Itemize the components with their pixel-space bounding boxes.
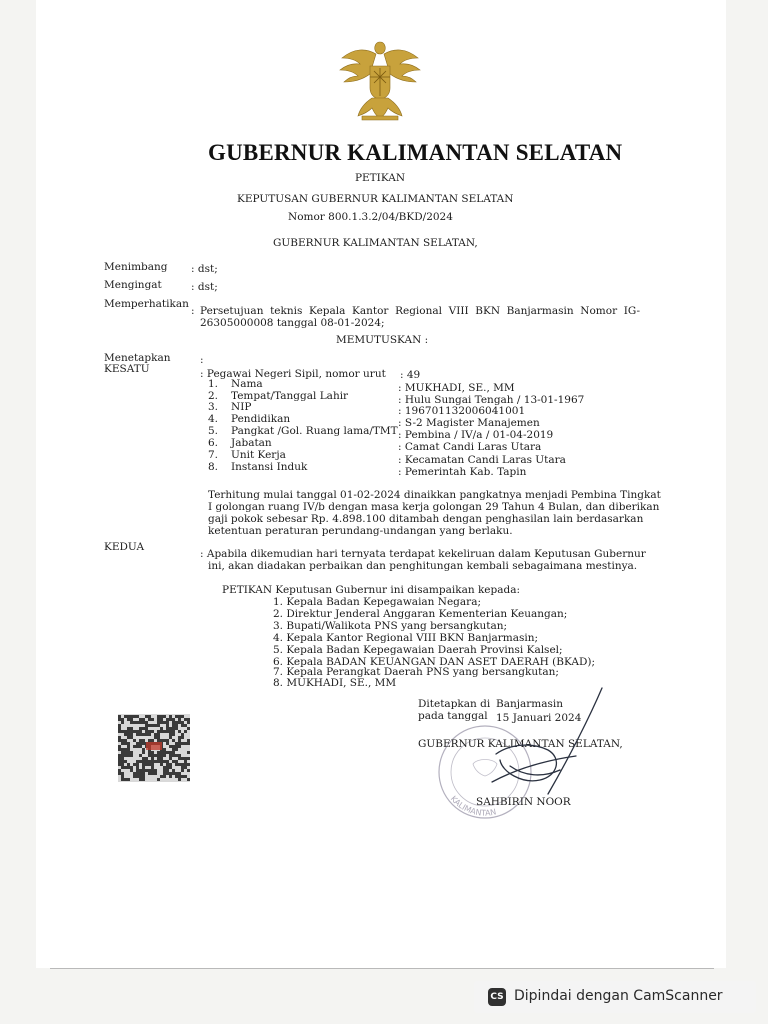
decree-number: Nomor 800.1.3.2/04/BKD/2024 xyxy=(288,211,453,223)
camscanner-label: Dipindai dengan CamScanner xyxy=(514,988,723,1004)
field-value-tempat-lahir: : Hulu Sungai Tengah / 13-01-1967 xyxy=(398,394,585,406)
menimbang-value: : dst; xyxy=(191,263,218,275)
memperhatikan-colon: : xyxy=(191,305,195,317)
terhitung-line-4: ketentuan peraturan perundang-undangan yang berlaku. xyxy=(208,525,513,537)
signatory-office: GUBERNUR KALIMANTAN SELATAN, xyxy=(418,738,623,750)
signatory-name: SAHBIRIN NOOR xyxy=(476,796,571,808)
camscanner-watermark xyxy=(474,981,756,1013)
qr-code xyxy=(118,714,190,782)
field-number: 2. xyxy=(208,390,219,402)
terhitung-line-2: I golongan ruang IV/b dengan masa kerja golongan 29 Tahun 4 Bulan, dan diberikan xyxy=(208,501,660,513)
field-number: 5. xyxy=(208,425,219,437)
kesatu-intro: : Pegawai Negeri Sipil, nomor urut xyxy=(200,368,386,380)
handwritten-signature xyxy=(470,686,610,806)
garuda-emblem-icon xyxy=(332,36,428,128)
memperhatikan-label: Memperhatikan xyxy=(104,298,189,310)
menetapkan-label: Menetapkan xyxy=(104,352,171,364)
page-bottom-edge xyxy=(50,968,714,969)
field-value-unit-kerja: : Kecamatan Candi Laras Utara xyxy=(398,454,566,466)
governor-line: GUBERNUR KALIMANTAN SELATAN, xyxy=(273,237,478,249)
field-number: 6. xyxy=(208,437,219,449)
terhitung-line-3: gaji pokok sebesar Rp. 4.898.100 ditambah dengan penghasilan lain berdasarkan xyxy=(208,513,644,525)
memperhatikan-line-1: Persetujuan teknis Kepala Kantor Regional VIII BKN Banjarmasin Nomor IG- xyxy=(200,305,640,317)
distribution-item: 2. Direktur Jenderal Anggaran Kementerian Keuangan; xyxy=(273,608,568,620)
field-value-nama: : MUKHADI, SE., MM xyxy=(398,382,515,394)
field-label-pendidikan: Pendidikan xyxy=(231,413,291,425)
terhitung-line-1: Terhitung mulai tanggal 01-02-2024 dinaikkan pangkatnya menjadi Pembina Tingkat xyxy=(208,489,661,501)
ditetapkan-value: Banjarmasin xyxy=(496,698,563,710)
field-label-jabatan: Jabatan xyxy=(231,437,272,449)
distribution-item: 7. Kepala Perangkat Daerah PNS yang bersangkutan; xyxy=(273,666,559,678)
kedua-line-1: : Apabila dikemudian hari ternyata terdapat kekeliruan dalam Keputusan Gubernur xyxy=(200,548,646,560)
menetapkan-colon: : xyxy=(200,354,204,366)
petikan-intro: PETIKAN Keputusan Gubernur ini disampaikan kepada: xyxy=(222,584,521,596)
field-number: 1. xyxy=(208,378,219,390)
field-number: 3. xyxy=(208,401,219,413)
field-label-pangkat: Pangkat /Gol. Ruang lama/TMT xyxy=(231,425,398,437)
mengingat-label: Mengingat xyxy=(104,279,162,291)
field-label-nama: Nama xyxy=(231,378,263,390)
field-value-nip: : 196701132006041001 xyxy=(398,405,526,417)
field-number: 8. xyxy=(208,461,219,473)
distribution-item: 5. Kepala Badan Kepegawaian Daerah Provinsi Kalsel; xyxy=(273,644,563,656)
distribution-item: 8. MUKHADI, SE., MM xyxy=(273,677,397,689)
mengingat-value: : dst; xyxy=(191,281,218,293)
field-number: 4. xyxy=(208,413,219,425)
keputusan-heading: KEPUTUSAN GUBERNUR KALIMANTAN SELATAN xyxy=(237,193,514,205)
field-label-tempat-lahir: Tempat/Tanggal Lahir xyxy=(231,390,349,402)
kedua-line-2: ini, akan diadakan perbaikan dan penghitungan kembali sebagaimana mestinya. xyxy=(208,560,638,572)
tanggal-value: 15 Januari 2024 xyxy=(496,712,582,724)
nomor-urut-value: : 49 xyxy=(400,369,421,381)
ditetapkan-label: Ditetapkan di xyxy=(418,698,491,710)
memutuskan-heading: MEMUTUSKAN : xyxy=(336,334,429,346)
field-label-nip: NIP xyxy=(231,401,252,413)
camscanner-logo-icon: CS xyxy=(488,988,506,1006)
document-title: GUBERNUR KALIMANTAN SELATAN xyxy=(208,140,623,165)
field-number: 7. xyxy=(208,449,219,461)
kedua-label: KEDUA xyxy=(104,541,145,553)
distribution-item: 6. Kepala BADAN KEUANGAN DAN ASET DAERAH (BKAD); xyxy=(273,656,596,668)
petikan-heading: PETIKAN xyxy=(354,172,406,184)
field-value-pangkat: : Pembina / IV/a / 01-04-2019 xyxy=(398,429,554,441)
distribution-item: 4. Kepala Kantor Regional VIII BKN Banjarmasin; xyxy=(273,632,539,644)
memperhatikan-line-2: 26305000008 tanggal 08-01-2024; xyxy=(200,317,385,329)
field-value-instansi-induk: : Pemerintah Kab. Tapin xyxy=(398,466,527,478)
field-label-instansi-induk: Instansi Induk xyxy=(231,461,308,473)
field-value-pendidikan: : S-2 Magister Manajemen xyxy=(398,417,540,429)
tanggal-label: pada tanggal xyxy=(418,710,488,722)
distribution-item: 3. Bupati/Walikota PNS yang bersangkutan; xyxy=(273,620,508,632)
field-label-unit-kerja: Unit Kerja xyxy=(231,449,286,461)
kesatu-label: KESATU xyxy=(104,363,150,375)
distribution-item: 1. Kepala Badan Kepegawaian Negara; xyxy=(273,596,481,608)
field-value-jabatan: : Camat Candi Laras Utara xyxy=(398,441,542,453)
seal-text: KALIMANTAN xyxy=(448,794,497,818)
menimbang-label: Menimbang xyxy=(104,261,168,273)
